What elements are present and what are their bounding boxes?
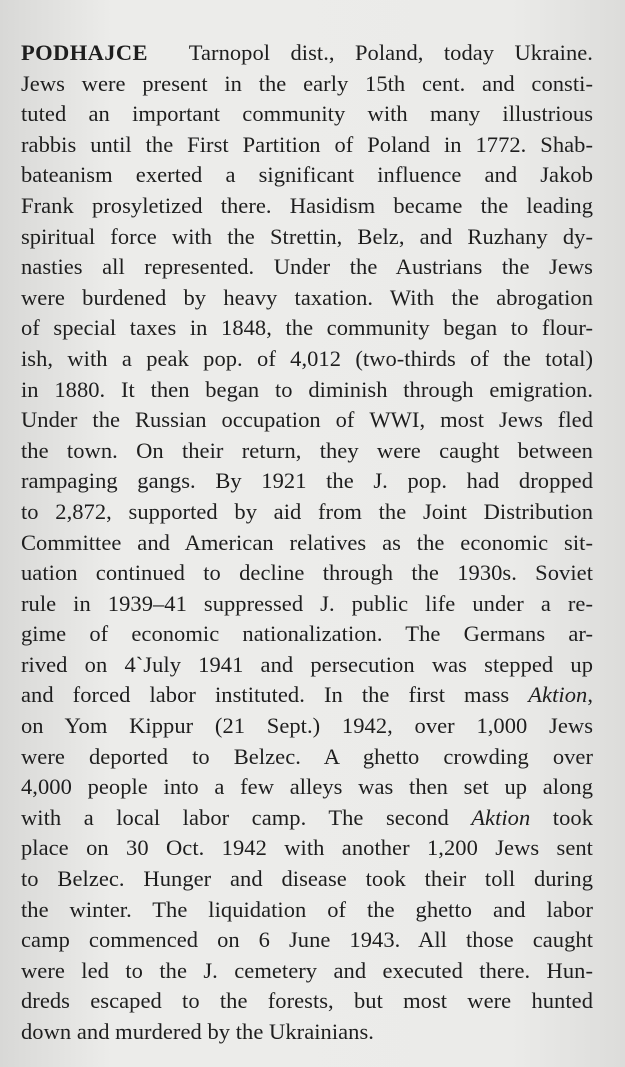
entry-text: with a local labor camp. The second [21,804,472,830]
entry-line: dreds escaped to the forests, but most were hunted [21,988,593,1014]
entry-line: to Belzec. Hunger and disease took their toll during [21,866,593,892]
entry-line: the town. On their return, they were caught between [21,437,593,463]
entry-line: to 2,872, supported by aid from the Joint Distribution [21,498,593,524]
entry-line: Frank prosyletized there. Hasidism became the leading [21,192,593,218]
entry-line: down and murdered by the Ukrainians. [21,1019,374,1044]
entry-line [21,405,593,436]
entry-headword: PODHAJCE [21,40,148,65]
entry-line: Committee and American relatives as the economic sit- [21,529,593,555]
entry-abbreviation: WWI [369,407,420,433]
entry-line: uation continued to decline through the 1930s. Soviet [21,560,593,586]
entry-line: place on 30 Oct. 1942 with another 1,200 Jews sent [21,835,593,861]
entry-line: bateanism exerted a significant influence and Jakob [21,162,593,188]
entry-line: were burdened by heavy taxation. With the abrogation [21,284,593,310]
entry-line: spiritual force with the Strettin, Belz, and Ruzhany dy- [21,223,593,249]
entry-line: gime of economic nationalization. The Germans ar- [21,621,593,647]
entry-line: ish, with a peak pop. of 4,012 (two-thirds of the total) [21,345,593,371]
entry-italic-term: Aktion [471,804,531,830]
entry-line: camp commenced on 6 June 1943. All those caught [21,927,593,953]
entry-line: were deported to Belzec. A ghetto crowding over [21,743,593,769]
entry-line: rule in 1939–41 suppressed J. public life under a re- [21,590,593,616]
entry-line: Jews were present in the early 15th cent. and consti- [21,70,593,96]
entry-line [21,803,593,834]
entry-text: Tarnopol dist., Poland, today Ukraine. [188,40,593,65]
entry-line: nasties all represented. Under the Austrians the Jews [21,254,593,280]
entry-line: rampaging gangs. By 1921 the J. pop. had dropped [21,468,593,494]
entry-text: Under the Russian occupation of [21,407,370,433]
entry-line: of special taxes in 1848, the community began to flour- [21,315,593,341]
entry-line: the winter. The liquidation of the ghetto and labor [21,896,593,922]
entry-line: on Yom Kippur (21 Sept.) 1942, over 1,000 Jews [21,713,593,739]
entry-line: 4,000 people into a few alleys was then set up along [21,774,593,800]
entry-text: and forced labor instituted. In the first mass [21,682,529,708]
encyclopedia-entry [21,38,593,1048]
entry-line [21,38,593,69]
entry-text: took [530,804,593,830]
entry-line: in 1880. It then began to diminish through emigration. [21,376,593,402]
entry-line: were led to the J. cemetery and executed there. Hun- [21,957,593,983]
entry-italic-term: Aktion [528,682,588,708]
entry-text: , most Jews fled [419,407,593,433]
entry-line [21,680,593,711]
entry-line: rabbis until the First Partition of Poland in 1772. Shab- [21,131,593,157]
entry-line: tuted an important community with many illustrious [21,101,593,127]
entry-text: , [587,682,593,708]
entry-line: rived on 4`July 1941 and persecution was stepped up [21,651,593,677]
